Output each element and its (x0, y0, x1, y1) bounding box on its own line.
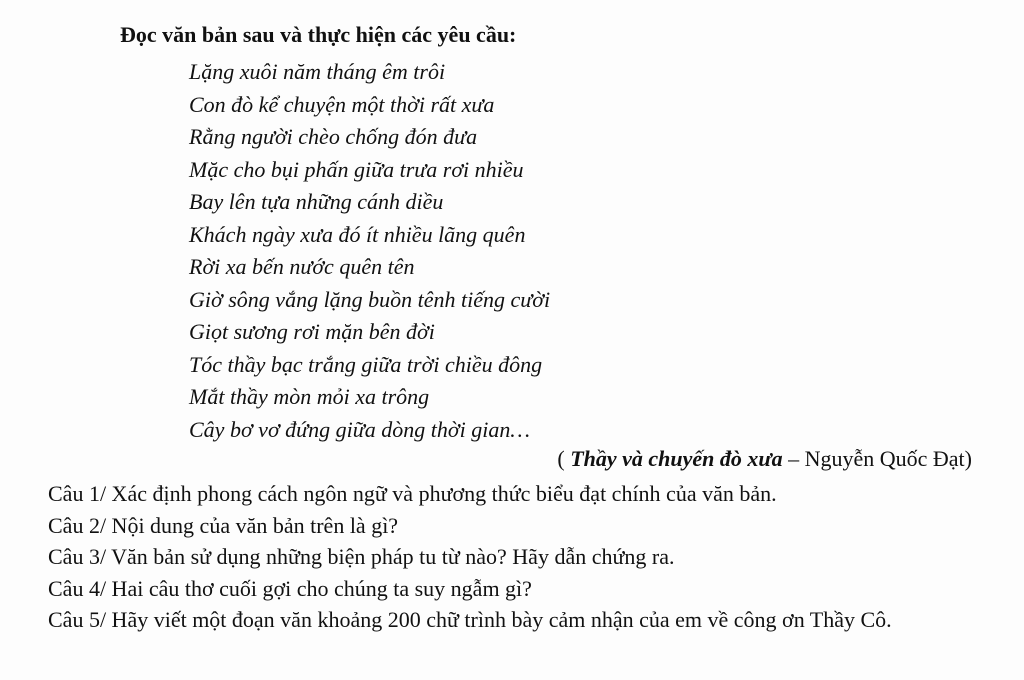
poem-line: Rời xa bến nước quên tên (189, 254, 415, 279)
source-open-paren: ( (557, 446, 571, 471)
poem-line: Lặng xuôi năm tháng êm trôi (189, 59, 446, 84)
poem-line: Cây bơ vơ đứng giữa dòng thời gian… (189, 416, 530, 442)
poem-line: Mắt thầy mòn mỏi xa trông (189, 384, 430, 409)
source-separator: – (782, 446, 805, 471)
poem-line: Khách ngày xưa đó ít nhiều lãng quên (189, 221, 526, 247)
poem-line: Rằng người chèo chống đón đưa (189, 124, 478, 149)
question-item: Câu 2/ Nội dung của văn bản trên là gì? (48, 512, 399, 538)
question-list (48, 478, 974, 636)
question-item: Câu 3/ Văn bản sử dụng những biện pháp tu từ nào? Hãy dẫn chứng ra. (48, 544, 675, 569)
poem-line: Con đò kể chuyện một thời rất xưa (189, 91, 495, 117)
source-close-paren: ) (964, 446, 972, 471)
poem-line: Mặc cho bụi phấn giữa trưa rơi nhiều (189, 156, 524, 182)
source-work-title: Thầy và chuyến đò xưa (570, 446, 783, 471)
question-item: Câu 1/ Xác định phong cách ngôn ngữ và phương thức biểu đạt chính của văn bản. (48, 481, 777, 506)
question-item: Câu 5/ Hãy viết một đoạn văn khoảng 200 chữ trình bày cảm nhận của em về công ơn Thầy Cô. (48, 607, 892, 632)
poem-text (189, 56, 550, 446)
poem-line: Bay lên tựa những cánh diều (189, 189, 444, 214)
question-item: Câu 4/ Hai câu thơ cuối gợi cho chúng ta suy ngẫm gì? (48, 575, 532, 601)
poem-line: Giọt sương rơi mặn bên đời (189, 319, 435, 344)
poem-line: Giờ sông vắng lặng buồn tênh tiếng cười (189, 286, 551, 312)
poem-line: Tóc thầy bạc trắng giữa trời chiều đông (189, 351, 543, 377)
poem-source (557, 446, 972, 472)
source-author: Nguyễn Quốc Đạt (804, 446, 965, 471)
instruction-heading: Đọc văn bản sau và thực hiện các yêu cầu: (120, 22, 517, 47)
